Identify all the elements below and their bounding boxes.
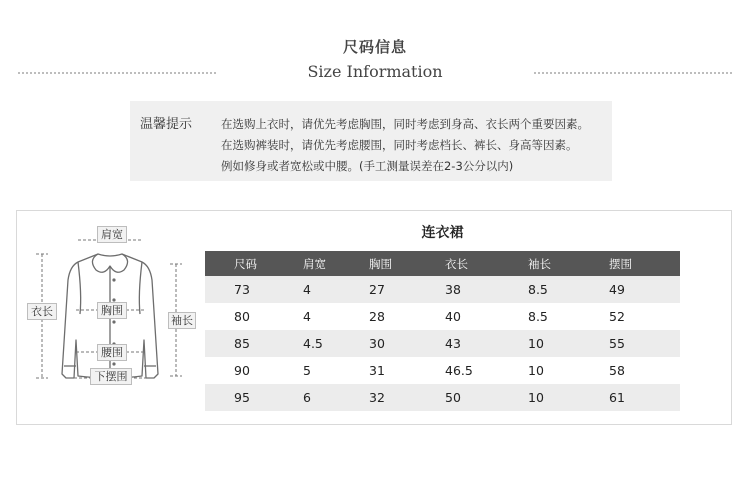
waist-label: 腰围	[97, 344, 127, 361]
tips-text	[221, 114, 589, 177]
table-title: 连衣裙	[421, 225, 464, 241]
table-cell: 50	[445, 390, 461, 405]
section-title-en: Size Information	[307, 62, 443, 81]
chest-label: 胸围	[97, 302, 127, 319]
table-cell: 10	[528, 336, 544, 351]
table-cell: 49	[609, 282, 625, 297]
size-table	[205, 251, 680, 411]
table-cell: 8.5	[528, 309, 548, 324]
table-cell: 95	[234, 390, 250, 405]
table-cell: 43	[445, 336, 461, 351]
table-cell: 4	[303, 282, 311, 297]
table-cell: 6	[303, 390, 311, 405]
hem-label: 下摆围	[90, 368, 132, 385]
table-cell: 5	[303, 363, 311, 378]
tips-line: 例如修身或者宽松或中腰。(手工测量误差在2-3公分以内)	[221, 159, 514, 173]
table-row	[205, 384, 680, 411]
table-cell: 32	[369, 390, 385, 405]
table-cell: 28	[369, 309, 385, 324]
tips-line: 在选购上衣时，请优先考虑胸围，同时考虑到身高、衣长两个重要因素。	[221, 117, 589, 131]
table-row	[205, 276, 680, 303]
table-cell: 90	[234, 363, 250, 378]
table-row	[205, 357, 680, 384]
table-cell: 58	[609, 363, 625, 378]
table-cell: 80	[234, 309, 250, 324]
header-cell: 衣长	[445, 256, 468, 271]
table-row	[205, 303, 680, 330]
header-cell: 摆围	[609, 256, 632, 271]
shoulder-label: 肩宽	[97, 226, 127, 243]
table-cell: 73	[234, 282, 250, 297]
table-cell: 4.5	[303, 336, 323, 351]
tips-label: 温馨提示	[140, 117, 193, 132]
header-cell: 尺码	[234, 256, 257, 271]
table-cell: 55	[609, 336, 625, 351]
table-cell: 38	[445, 282, 461, 297]
header-cell: 肩宽	[303, 256, 326, 271]
table-cell: 61	[609, 390, 625, 405]
table-cell: 8.5	[528, 282, 548, 297]
table-cell: 10	[528, 390, 544, 405]
header-cell: 袖长	[528, 256, 551, 271]
tips-box	[130, 101, 612, 181]
table-cell: 10	[528, 363, 544, 378]
table-cell: 27	[369, 282, 385, 297]
header-cell: 胸围	[369, 256, 392, 271]
table-cell: 85	[234, 336, 250, 351]
table-cell: 31	[369, 363, 385, 378]
tips-line: 在选购裤装时，请优先考虑腰围，同时考虑档长、裤长、身高等因素。	[221, 138, 578, 152]
garment-diagram	[18, 224, 196, 389]
dotted-divider-right	[534, 72, 732, 74]
table-cell: 46.5	[445, 363, 473, 378]
table-cell: 4	[303, 309, 311, 324]
length-label: 衣长	[27, 303, 57, 320]
table-cell: 52	[609, 309, 625, 324]
table-header	[205, 251, 680, 276]
table-cell: 40	[445, 309, 461, 324]
sleeve-label: 袖长	[168, 312, 196, 329]
section-title-cn: 尺码信息	[342, 38, 407, 56]
table-row	[205, 330, 680, 357]
table-cell: 30	[369, 336, 385, 351]
